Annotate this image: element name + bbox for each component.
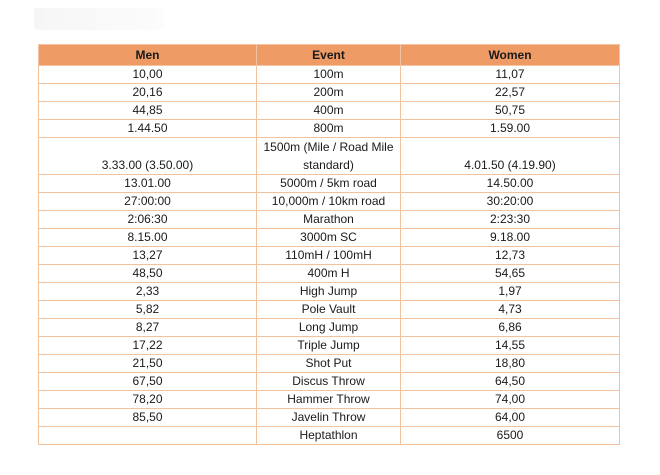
women-value: 14.50.00 (401, 175, 620, 193)
table-row (39, 337, 620, 355)
women-value: 4.01.50 (4.19.90) (401, 138, 620, 175)
table-row (39, 175, 620, 193)
women-value: 64,00 (401, 409, 620, 427)
men-value: 2:06:30 (39, 211, 257, 229)
men-value: 8,27 (39, 319, 257, 337)
women-value: 74,00 (401, 391, 620, 409)
women-value: 64,50 (401, 373, 620, 391)
women-value: 6500 (401, 427, 620, 445)
men-value: 67,50 (39, 373, 257, 391)
event-name: Javelin Throw (257, 409, 401, 427)
event-name: High Jump (257, 283, 401, 301)
men-value: 85,50 (39, 409, 257, 427)
event-name: Heptathlon (257, 427, 401, 445)
table-row (39, 355, 620, 373)
men-value: 2,33 (39, 283, 257, 301)
event-name: 110mH / 100mH (257, 247, 401, 265)
table-row (39, 391, 620, 409)
women-value: 22,57 (401, 84, 620, 102)
men-value: 27:00:00 (39, 193, 257, 211)
men-value: 8.15.00 (39, 229, 257, 247)
table-row (39, 138, 620, 175)
table-row (39, 102, 620, 120)
event-name: Triple Jump (257, 337, 401, 355)
men-value: 21,50 (39, 355, 257, 373)
event-name: Discus Throw (257, 373, 401, 391)
event-name: 1500m (Mile / Road Mile standard) (257, 138, 401, 175)
column-header-men: Men (39, 45, 257, 66)
table-row (39, 66, 620, 84)
column-header-women: Women (401, 45, 620, 66)
men-value: 13,27 (39, 247, 257, 265)
event-name: Hammer Throw (257, 391, 401, 409)
header-row (39, 45, 620, 66)
event-name: 10,000m / 10km road (257, 193, 401, 211)
event-name: Shot Put (257, 355, 401, 373)
table-row (39, 265, 620, 283)
event-name: 3000m SC (257, 229, 401, 247)
women-value: 2:23:30 (401, 211, 620, 229)
men-value: 5,82 (39, 301, 257, 319)
column-header-event: Event (257, 45, 401, 66)
faded-title-area (34, 8, 164, 30)
table-row (39, 84, 620, 102)
event-name: Marathon (257, 211, 401, 229)
table-row (39, 427, 620, 445)
event-name: 400m (257, 102, 401, 120)
event-name: 400m H (257, 265, 401, 283)
men-value: 3.33.00 (3.50.00) (39, 138, 257, 175)
men-value: 78,20 (39, 391, 257, 409)
women-value: 50,75 (401, 102, 620, 120)
table-row (39, 373, 620, 391)
women-value: 11,07 (401, 66, 620, 84)
women-value: 1,97 (401, 283, 620, 301)
event-name: Pole Vault (257, 301, 401, 319)
men-value (39, 427, 257, 445)
men-value: 44,85 (39, 102, 257, 120)
table-row (39, 319, 620, 337)
table-row (39, 229, 620, 247)
event-name: 5000m / 5km road (257, 175, 401, 193)
men-value: 48,50 (39, 265, 257, 283)
men-value: 20,16 (39, 84, 257, 102)
table-row (39, 283, 620, 301)
table-row (39, 247, 620, 265)
qualifying-standards-table (38, 44, 620, 445)
event-name: Long Jump (257, 319, 401, 337)
women-value: 12,73 (401, 247, 620, 265)
women-value: 30:20:00 (401, 193, 620, 211)
event-name: 200m (257, 84, 401, 102)
men-value: 13.01.00 (39, 175, 257, 193)
women-value: 54,65 (401, 265, 620, 283)
women-value: 18,80 (401, 355, 620, 373)
women-value: 1.59.00 (401, 120, 620, 138)
women-value: 14,55 (401, 337, 620, 355)
women-value: 6,86 (401, 319, 620, 337)
table-row (39, 301, 620, 319)
women-value: 4,73 (401, 301, 620, 319)
event-name: 100m (257, 66, 401, 84)
women-value: 9.18.00 (401, 229, 620, 247)
table-row (39, 211, 620, 229)
men-value: 1.44.50 (39, 120, 257, 138)
event-name: 800m (257, 120, 401, 138)
men-value: 10,00 (39, 66, 257, 84)
table-row (39, 193, 620, 211)
table-row (39, 409, 620, 427)
table-row (39, 120, 620, 138)
men-value: 17,22 (39, 337, 257, 355)
